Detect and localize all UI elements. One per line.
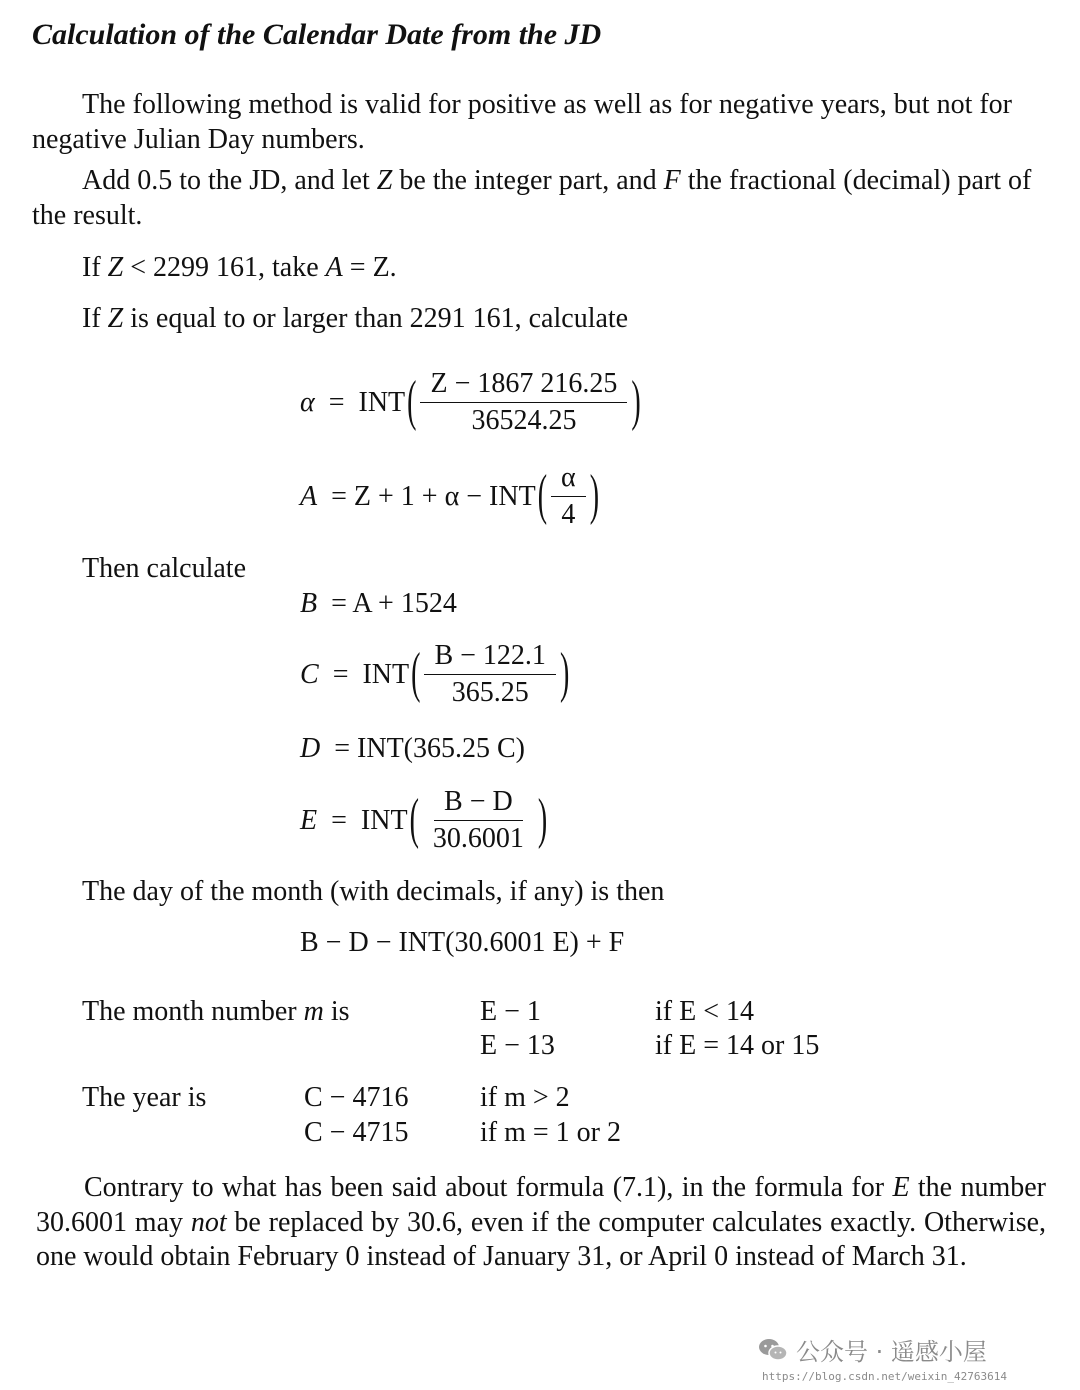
month-label-var: m	[303, 996, 324, 1027]
d-lhs: D	[300, 733, 321, 764]
alpha-eq: =	[328, 386, 345, 418]
intro-paragraph-1: The following method is valid for positive as well as for negative years, but not for negative Julian Day numbers.	[32, 89, 1013, 155]
alpha-int: INT	[358, 386, 406, 418]
c-int: INT	[362, 658, 410, 690]
p2-text-b: be the integer part, and	[399, 165, 657, 196]
cond1-prefix: If	[82, 252, 101, 283]
d-rhs: = INT(365.25 C)	[334, 733, 525, 764]
e-fraction	[423, 786, 534, 855]
c-lhs: C	[300, 658, 319, 690]
year-row2-cond: if m = 1 or 2	[480, 1117, 621, 1148]
year-row1-expr: C − 4716	[304, 1082, 409, 1113]
watermark-url: https://blog.csdn.net/weixin_42763614	[762, 1370, 1008, 1383]
e-lhs: E	[300, 804, 318, 836]
month-label-b: is	[330, 996, 350, 1027]
section-heading: Calculation of the Calendar Date from the JD	[32, 18, 602, 51]
year-label: The year is	[82, 1082, 207, 1113]
cond1-var-a: A	[325, 252, 343, 283]
closing-var-e: E	[892, 1172, 910, 1203]
b-lhs: B	[300, 588, 318, 619]
c-numerator: B − 122.1	[424, 640, 555, 675]
formula-c: C = INT ( $\frac{B - 122.1}{365.25}$ )	[300, 640, 570, 708]
e-numerator: B − D	[434, 786, 523, 821]
closing-paragraph	[36, 1171, 1046, 1275]
closing-text-a: Contrary to what has been said about formula (7.1), in the formula for	[84, 1172, 885, 1203]
day-label: The day of the month (with decimals, if any) is then	[82, 876, 665, 907]
b-rhs: = A + 1524	[331, 588, 457, 619]
p2-text-a: Add 0.5 to the JD, and let	[82, 165, 370, 196]
condition-z-greater	[82, 303, 628, 335]
closing-text-c: be replaced by 30.6, even if the computer calculates exactly. Otherwise, one would obtain February 0 instead of January 31, or April 0 instead of March 31.	[36, 1206, 1047, 1272]
c-eq: =	[332, 658, 349, 690]
formula-alpha: α = INT ( $\frac{Z - 1867 216.25}{36524.25}$ )	[300, 368, 641, 436]
a-numerator: α	[551, 462, 586, 497]
formula-a: A = Z + 1 + α − INT ( $\frac{\alpha}{4}$ )	[300, 462, 600, 530]
month-label	[82, 996, 350, 1028]
cond1-end: = Z.	[349, 252, 397, 283]
e-denominator: 30.6001	[432, 823, 524, 854]
watermark-brand-text: 公众号 · 遥感小屋	[796, 1338, 987, 1366]
alpha-denominator: 36524.25	[471, 405, 577, 436]
year-row1-cond: if m > 2	[480, 1082, 570, 1113]
month-label-a: The month number	[82, 996, 297, 1027]
var-z: Z	[376, 165, 393, 196]
e-eq: =	[331, 804, 347, 836]
e-int: INT	[360, 804, 408, 836]
then-calculate: Then calculate	[82, 553, 247, 584]
wechat-icon	[758, 1337, 788, 1363]
formula-d	[300, 733, 525, 765]
a-rhs: = Z + 1 + α − INT	[331, 480, 536, 512]
watermark-brand	[758, 1332, 987, 1367]
alpha-fraction	[420, 368, 627, 437]
cond1-rest: < 2299 161, take	[130, 252, 319, 283]
var-f: F	[663, 165, 681, 196]
closing-text-b: the number 30.6001 may	[36, 1172, 1047, 1238]
cond1-var-z: Z	[107, 252, 124, 283]
cond2-prefix: If	[82, 303, 101, 334]
intro-paragraph-2	[32, 164, 1052, 233]
p2-text-c: the fractional (decimal) part of the result.	[32, 165, 1032, 231]
a-lhs: A	[300, 480, 318, 512]
a-denominator: 4	[561, 499, 576, 530]
formula-e: E = INT ( $\frac{B - D}{30.6001}$ )	[300, 786, 548, 854]
month-row1-expr: E − 1	[480, 996, 541, 1027]
month-row1-cond: if E < 14	[655, 996, 754, 1027]
year-row2-expr: C − 4715	[304, 1117, 409, 1148]
c-denominator: 365.25	[451, 677, 529, 708]
closing-not: not	[190, 1206, 227, 1238]
month-row2-cond: if E = 14 or 15	[655, 1030, 820, 1061]
alpha-lhs: α	[300, 386, 315, 418]
condition-z-less	[82, 252, 397, 284]
month-row2-expr: E − 13	[480, 1030, 555, 1061]
cond2-var-z: Z	[107, 303, 124, 334]
cond2-rest: is equal to or larger than 2291 161, calculate	[130, 303, 629, 334]
a-fraction	[551, 462, 586, 531]
day-formula: B − D − INT(30.6001 E) + F	[300, 927, 625, 958]
formula-b	[300, 588, 457, 620]
alpha-numerator: Z − 1867 216.25	[420, 368, 627, 403]
c-fraction	[424, 640, 555, 709]
